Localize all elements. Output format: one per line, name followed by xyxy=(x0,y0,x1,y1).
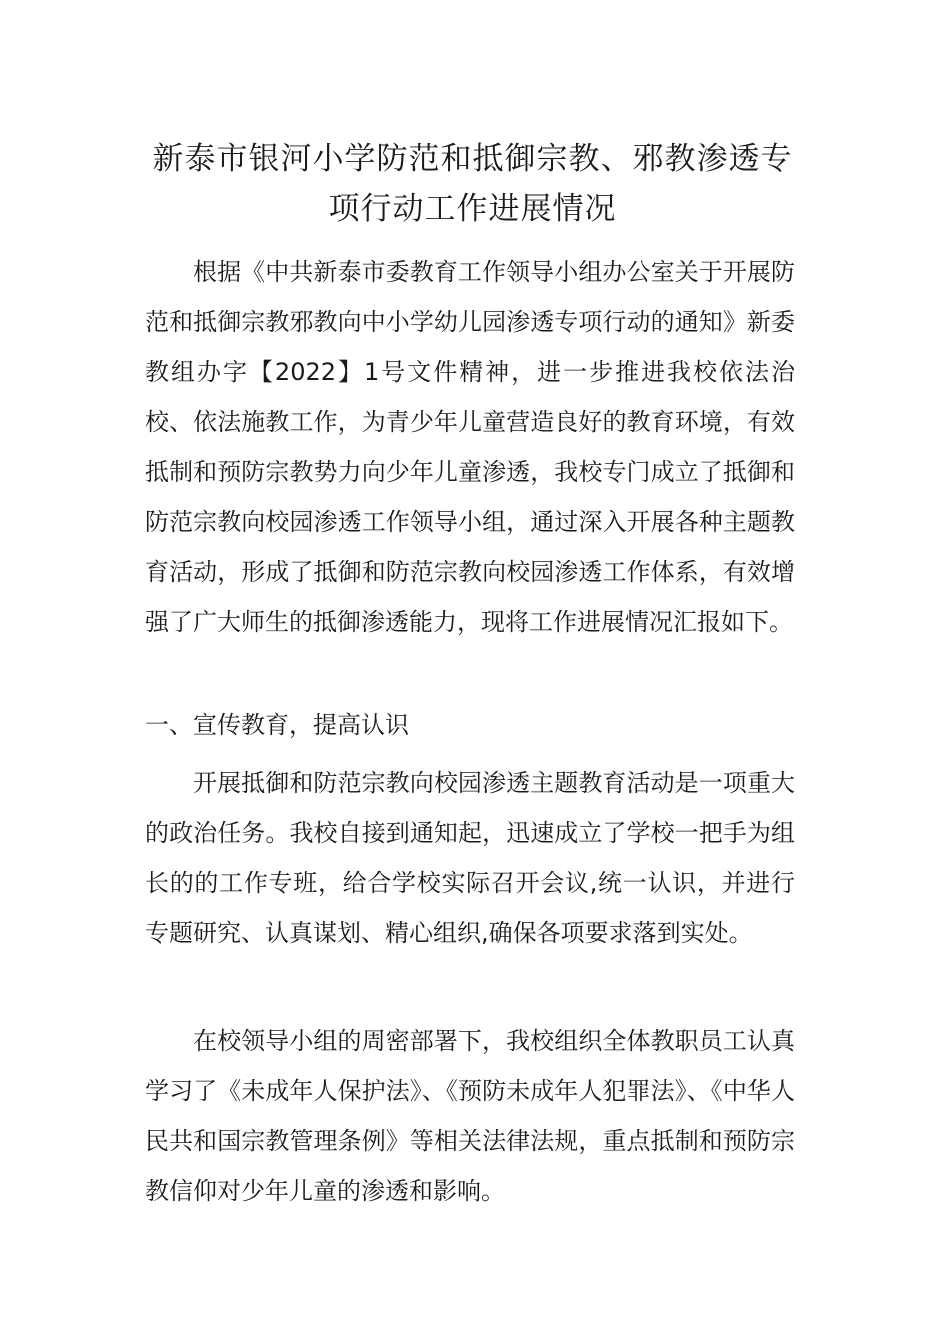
body-paragraph-2: 开展抵御和防范宗教向校园渗透主题教育活动是一项重大的政治任务。我校自接到通知起，迅速成立了学校一把手为组长的的工作专班，给合学校实际召开会议,统一认识，并进行专题研究、认真谋划、精心组织,确保各项要求落到实处。 xyxy=(145,769,795,947)
document-title: 新泰市银河小学防范和抵御宗教、邪教渗透专项行动工作进展情况 xyxy=(152,141,793,227)
section-heading-1: 一、宣传教育，提高认识 xyxy=(145,711,409,739)
body-paragraph-3: 在校领导小组的周密部署下，我校组织全体教职员工认真学习了《未成年人保护法》、《预防未成年人犯罪法》、《中华人民共和国宗教管理条例》等相关法律法规，重点抵制和预防宗教信仰对少年儿童的渗透和影响。 xyxy=(145,1027,795,1205)
intro-paragraph: 根据《中共新泰市委教育工作领导小组办公室关于开展防范和抵御宗教邪教向中小学幼儿园渗透专项行动的通知》新委教组办字【2022】1号文件精神，进一步推进我校依法治校、依法施教工作，为青少年儿童营造良好的教育环境，有效抵制和预防宗教势力向少年儿童渗透，我校专门成立了抵御和防范宗教向校园渗透工作领导小组，通过深入开展各种主题教育活动，形成了抵御和防范宗教向校园渗透工作体系，有效增强了广大师生的抵御渗透能力，现将工作进展情况汇报如下。 xyxy=(145,258,795,636)
